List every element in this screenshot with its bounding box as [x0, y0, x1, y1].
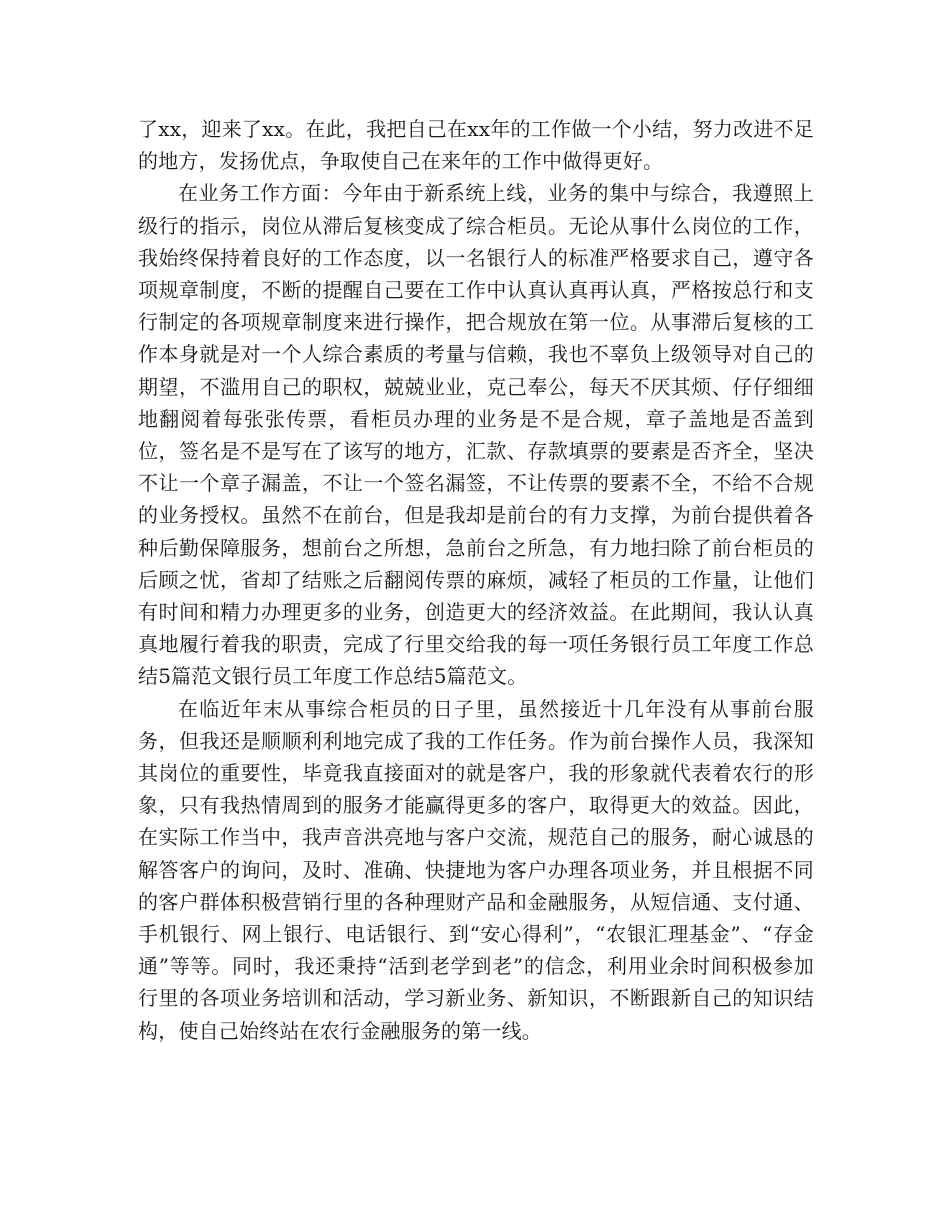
paragraph-business-work: 在业务工作方面：今年由于新系统上线，业务的集中与综合，我遵照上级行的指示，岗位从滞后复核变成了综合柜员。无论从事什么岗位的工作，我始终保持着良好的工作态度，以一名银行人的标准严格要求自己，遵守各项规章制度，不断的提醒自己要在工作中认真认真再认真，严格按总行和支行制定的各项规章制度来进行操作，把合规放在第一位。从事滞后复核的工作本身就是对一个人综合素质的考量与信赖，我也不辜负上级领导对自己的期望，不滥用自己的职权，兢兢业业，克己奉公，每天不厌其烦、仔仔细细地翻阅着每张张传票，看柜员办理的业务是不是合规，章子盖地是否盖到位，签名是不是写在了该写的地方，汇款、存款填票的要素是否齐全，坚决不让一个章子漏盖，不让一个签名漏签，不让传票的要素不全，不给不合规的业务授权。虽然不在前台，但是我却是前台的有力支撑，为前台提供着各种后勤保障服务，想前台之所想，急前台之所急，有力地扫除了前台柜员的后顾之忧，省却了结账之后翻阅传票的麻烦，减轻了柜员的工作量，让他们有时间和精力办理更多的业务，创造更大的经济效益。在此期间，我认认真真地履行着我的职责，完成了行里交给我的每一项任务银行员工年度工作总结5篇范文银行员工年度工作总结5篇范文。 [138, 181, 814, 689]
paragraph-teller-work: 在临近年末从事综合柜员的日子里，虽然接近十几年没有从事前台服务，但我还是顺顺利利地完成了我的工作任务。作为前台操作人员，我深知其岗位的重要性，毕竟我直接面对的就是客户，我的形象就代表着农行的形象，只有我热情周到的服务才能赢得更多的客户，取得更大的效益。因此，在实际工作当中，我声音洪亮地与客户交流，规范自己的服务，耐心诚恳的解答客户的询问，及时、准确、快捷地为客户办理各项业务，并且根据不同的客户群体积极营销行里的各种理财产品和金融服务，从短信通、支付通、手机银行、网上银行、电话银行、到“安心得利”，“农银汇理基金”、“存金通”等等。同时，我还秉持“活到老学到老”的信念，利用业余时间积极参加行里的各项业务培训和活动，学习新业务、新知识，不断跟新自己的知识结构，使自己始终站在农行金融服务的第一线。 [138, 696, 814, 1043]
paragraph-intro: 了xx，迎来了xx。在此，我把自己在xx年的工作做一个小结，努力改进不足的地方，发扬优点，争取使自己在来年的工作中做得更好。 [138, 117, 814, 174]
document-body [138, 113, 814, 1047]
